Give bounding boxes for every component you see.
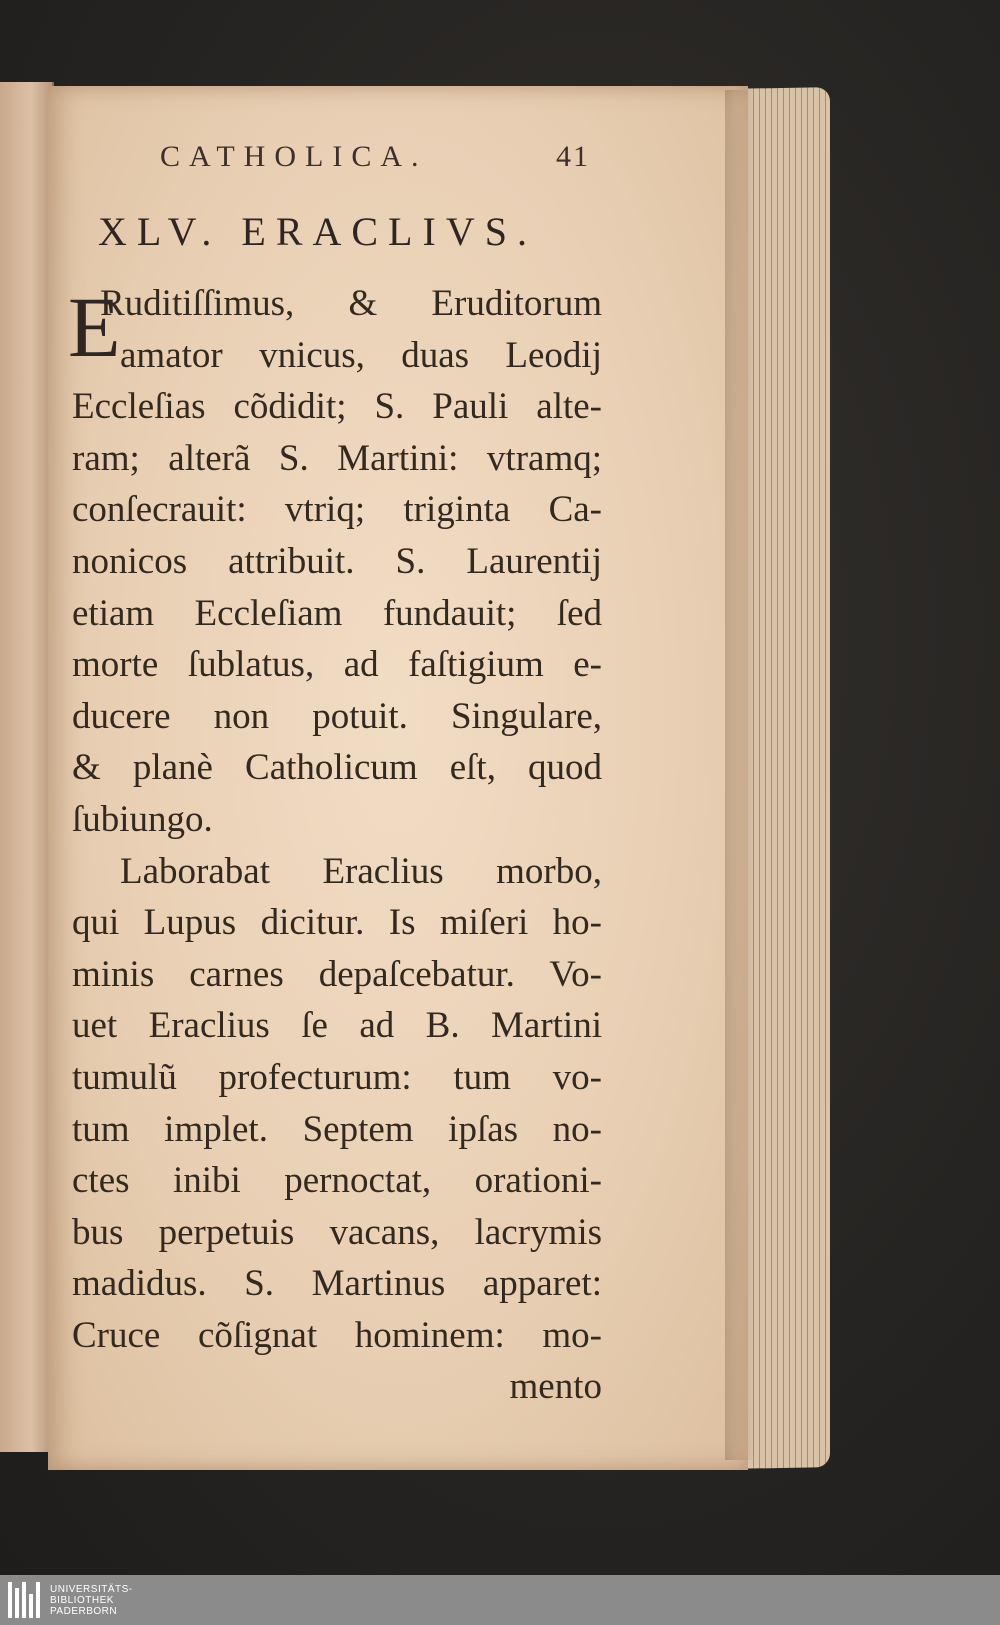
text-line: ducere non potuit. Singulare, bbox=[72, 695, 602, 737]
text-line: & planè Catholicum eſt, quod bbox=[72, 747, 602, 789]
text-line: ſubiungo. bbox=[72, 798, 213, 840]
text-line: tumulũ profecturum: tum vo- bbox=[72, 1056, 602, 1098]
text-line: uet Eraclius ſe ad B. Martini bbox=[72, 1005, 602, 1047]
text-line: morte ſublatus, ad faſtigium e- bbox=[72, 644, 602, 686]
text-line: minis carnes depaſcebatur. Vo- bbox=[72, 953, 602, 995]
library-footer-bar bbox=[0, 1575, 1000, 1625]
catchword: mento bbox=[509, 1366, 602, 1408]
text-line: ctes inibi pernoctat, orationi- bbox=[72, 1160, 602, 1202]
text-line: ram; alterã S. Martini: vtramq; bbox=[72, 437, 602, 479]
page-number: 41 bbox=[556, 140, 590, 173]
text-line: tum implet. Septem ipſas no- bbox=[72, 1108, 602, 1150]
page-fold-shadow bbox=[725, 90, 755, 1460]
text-line: qui Lupus dicitur. Is miſeri ho- bbox=[72, 902, 602, 944]
text-line: nonicos attribuit. S. Laurentij bbox=[72, 540, 602, 582]
text-line: Laborabat Eraclius morbo, bbox=[120, 850, 602, 892]
chapter-title: XLV. ERACLIVS. bbox=[98, 209, 537, 254]
library-name: UNIVERSITÄTS- BIBLIOTHEK PADERBORN bbox=[50, 1583, 133, 1617]
text-line: etiam Eccleſiam fundauit; ſed bbox=[72, 592, 602, 634]
text-line: madidus. S. Martinus apparet: bbox=[72, 1263, 602, 1305]
library-logo-icon bbox=[8, 1582, 40, 1618]
text-line: conſecrauit: vtriq; triginta Ca- bbox=[72, 489, 602, 531]
drop-cap: E bbox=[68, 279, 121, 375]
body-text bbox=[68, 278, 602, 1413]
text-line: Ruditiſſimus, & Eruditorum bbox=[100, 283, 602, 324]
text-line: Cruce cõſignat hominem: mo- bbox=[72, 1314, 602, 1356]
running-head-title: CATHOLICA. bbox=[160, 140, 428, 173]
text-line: Eccleſias cõdidit; S. Pauli alte- bbox=[72, 386, 602, 428]
running-head bbox=[160, 140, 590, 174]
previous-page-edge bbox=[0, 82, 54, 1452]
text-line: bus perpetuis vacans, lacrymis bbox=[72, 1211, 602, 1253]
text-line: amator vnicus, duas Leodij bbox=[120, 334, 602, 376]
